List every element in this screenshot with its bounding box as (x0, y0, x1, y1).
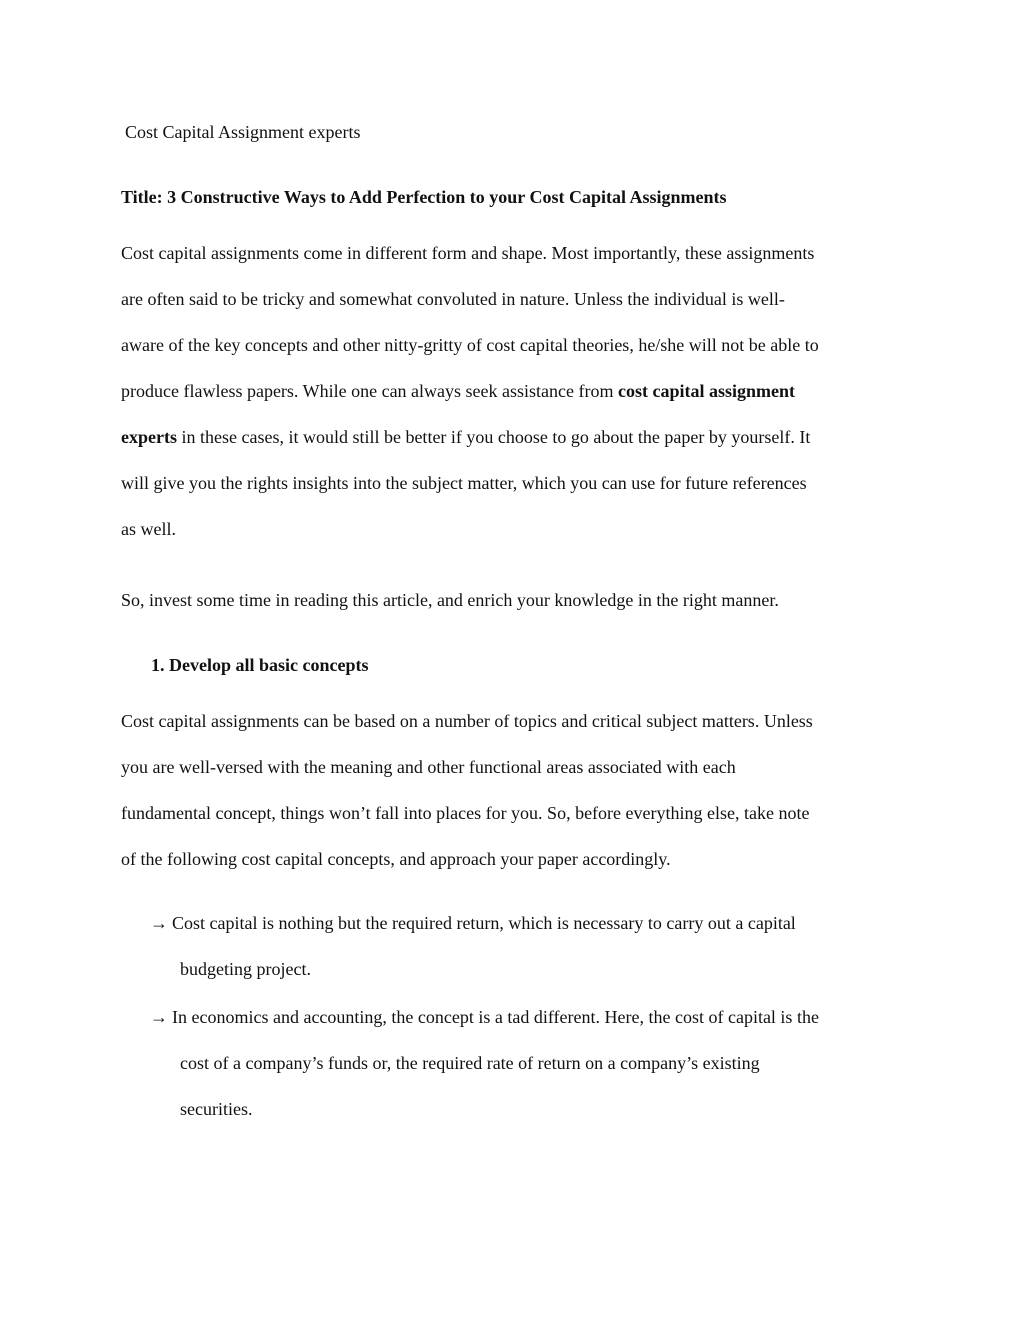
bullet-continuation: budgeting project. (180, 959, 311, 979)
intro-text: produce flawless papers. While one can always seek assistance from (121, 381, 618, 401)
keyword-bold: cost capital assignment (618, 381, 795, 401)
intro-line: are often said to be tricky and somewhat convoluted in nature. Unless the individual is well- (121, 289, 785, 309)
intro-line (121, 380, 795, 402)
intro-text: in these cases, it would still be better if you choose to go about the paper by yourself. It (176, 427, 811, 447)
bullet-text: Cost capital is nothing but the required return, which is necessary to carry out a capital (172, 913, 796, 933)
intro-line (121, 426, 810, 448)
bullet-item (150, 1006, 819, 1028)
intro-line: will give you the rights insights into the subject matter, which you can use for future references (121, 473, 807, 493)
bullet-continuation: securities. (180, 1099, 253, 1119)
intro-line: Cost capital assignments come in different form and shape. Most importantly, these assignments (121, 243, 815, 263)
keyword-bold: experts (121, 427, 177, 447)
bullet-text: In economics and accounting, the concept is a tad different. Here, the cost of capital is the (172, 1007, 819, 1027)
section1-line: of the following cost capital concepts, and approach your paper accordingly. (121, 849, 671, 869)
arrow-right-icon: → (150, 913, 168, 933)
invest-paragraph: So, invest some time in reading this article, and enrich your knowledge in the right manner. (121, 590, 779, 610)
section1-line: you are well-versed with the meaning and other functional areas associated with each (121, 757, 736, 777)
document-title: Title: 3 Constructive Ways to Add Perfection to your Cost Capital Assignments (121, 187, 727, 207)
section1-line: Cost capital assignments can be based on a number of topics and critical subject matters. Unless (121, 711, 813, 731)
section-heading: 1. Develop all basic concepts (151, 655, 369, 675)
document-header: Cost Capital Assignment experts (125, 122, 361, 142)
arrow-right-icon: → (150, 1007, 168, 1027)
intro-line: aware of the key concepts and other nitty-gritty of cost capital theories, he/she will not be able to (121, 335, 819, 355)
intro-line: as well. (121, 519, 176, 539)
bullet-item (150, 912, 796, 934)
bullet-continuation: cost of a company’s funds or, the required rate of return on a company’s existing (180, 1053, 760, 1073)
section1-line: fundamental concept, things won’t fall into places for you. So, before everything else, take note (121, 803, 810, 823)
